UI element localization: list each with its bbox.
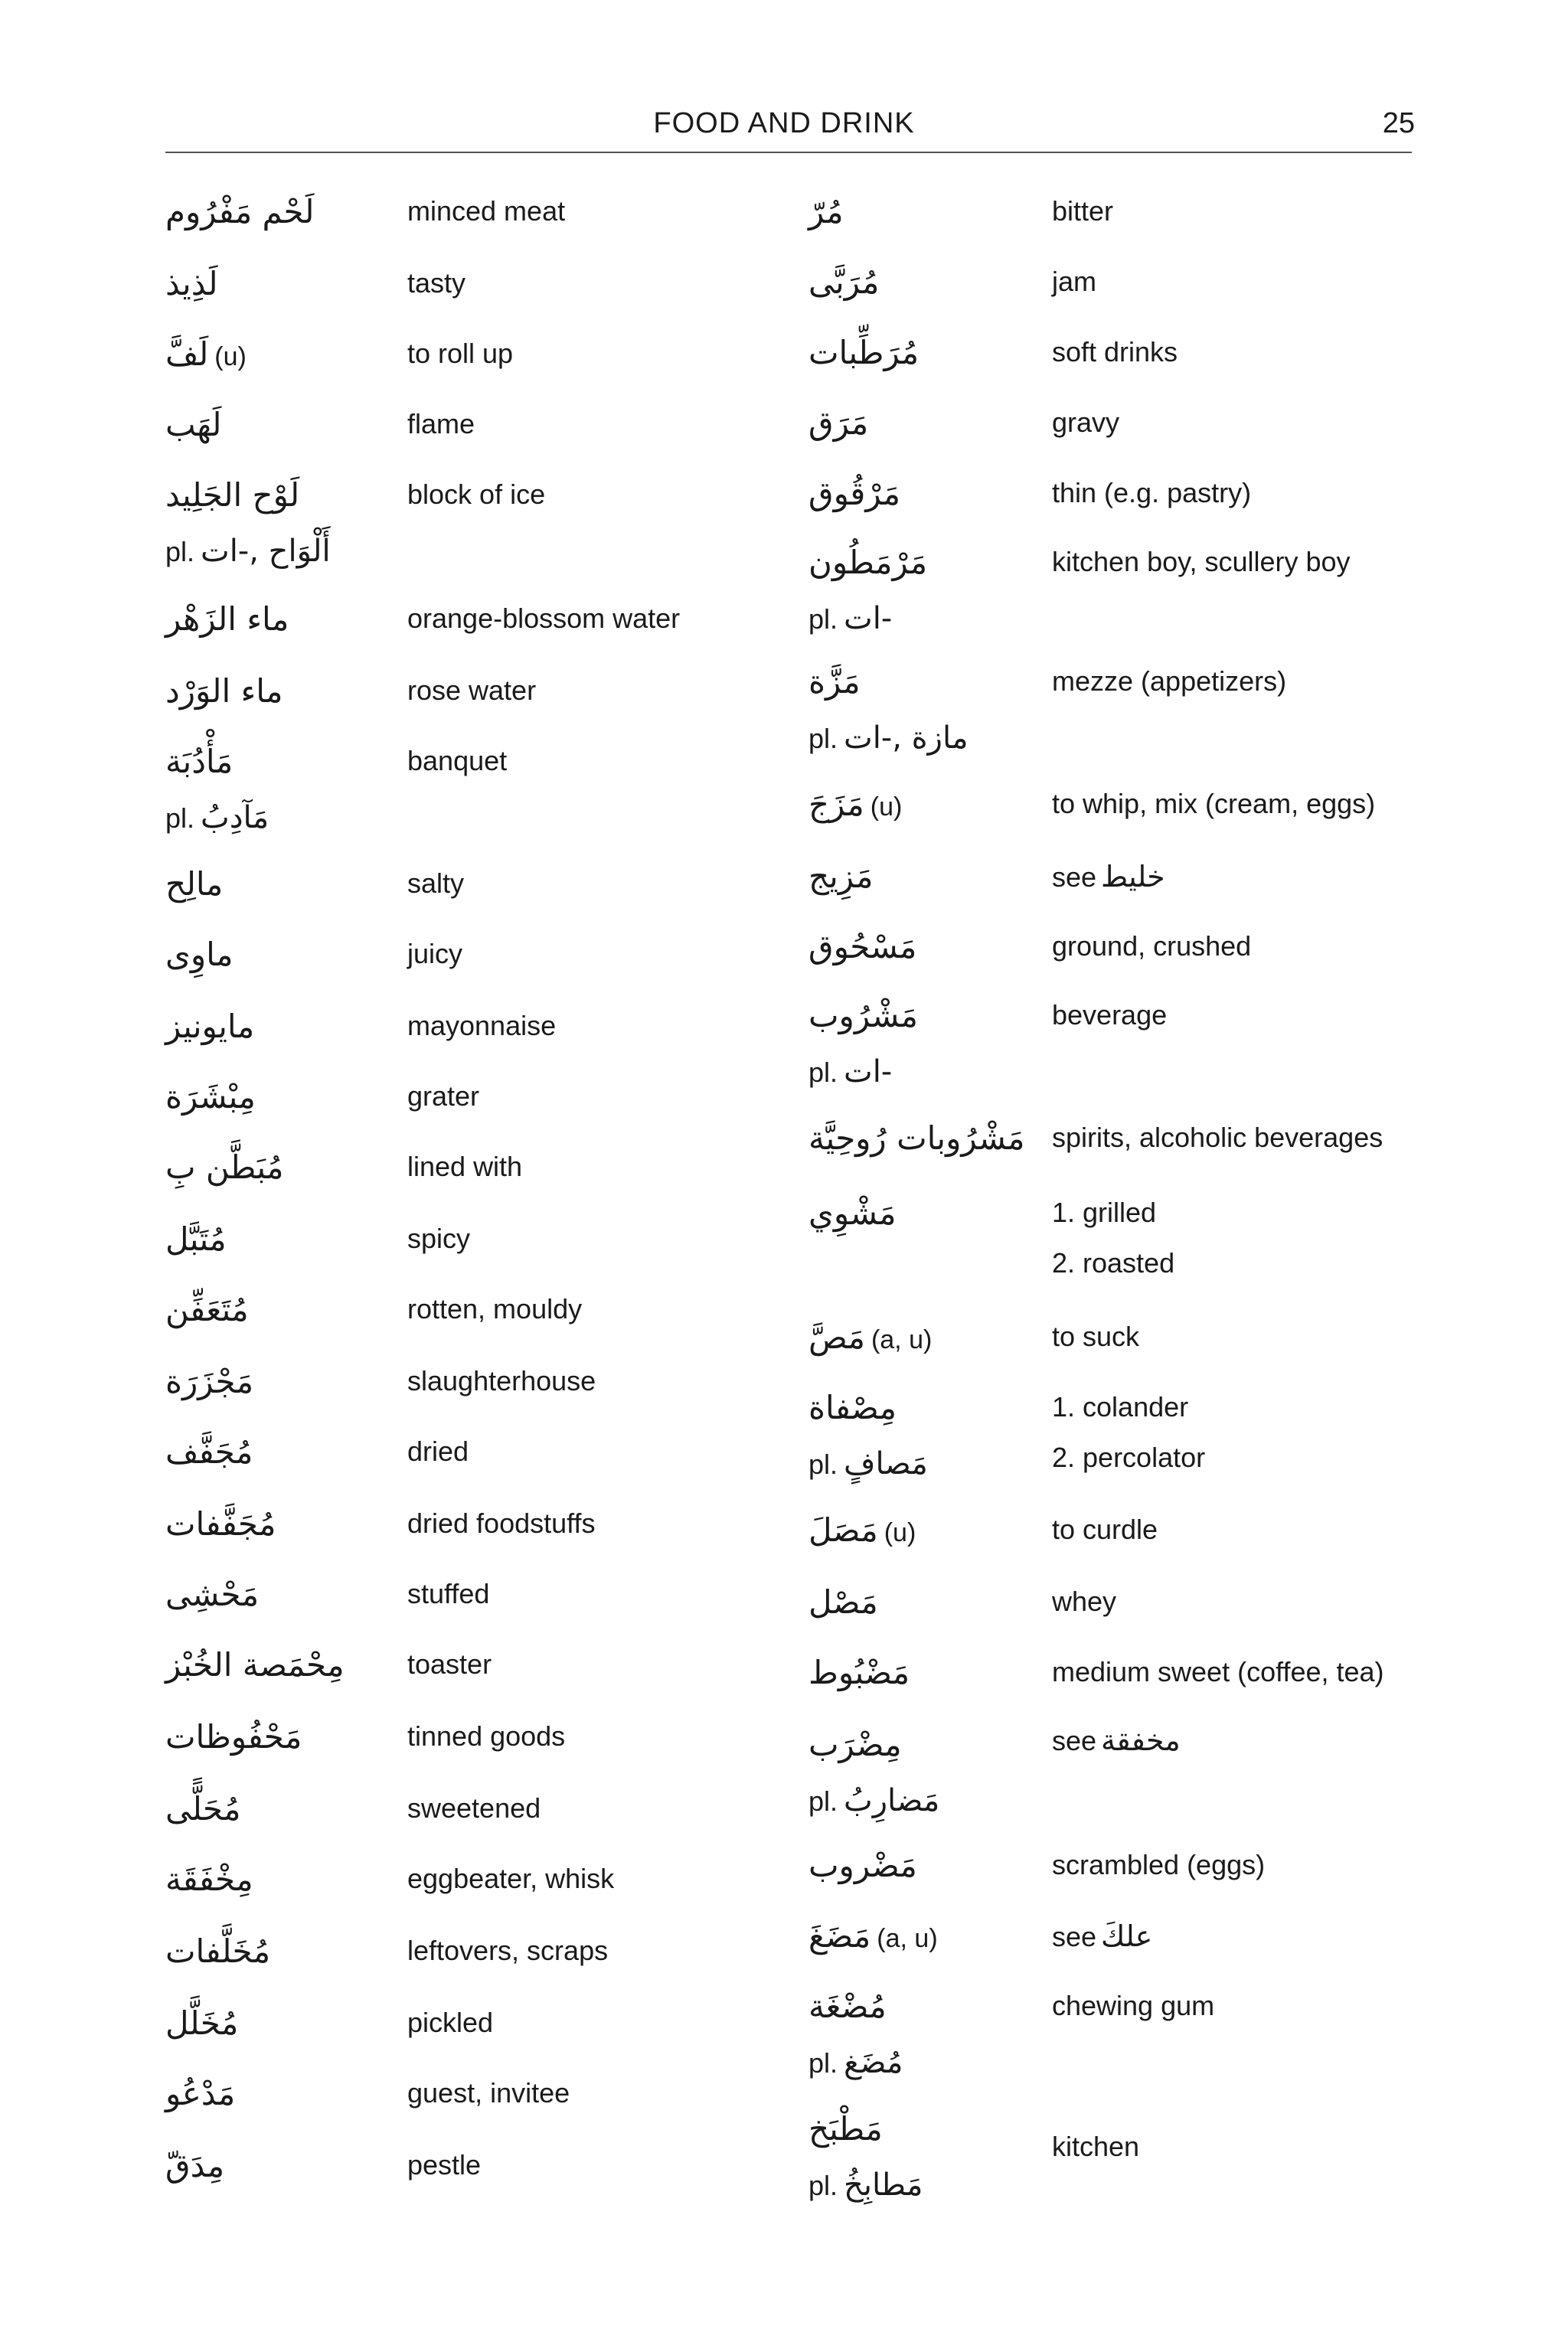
arabic-headword: مُضْغَة: [808, 1988, 887, 2025]
english-gloss: [1052, 1199, 1156, 1227]
gloss-text: rose water: [407, 675, 537, 706]
headword-line: [165, 406, 221, 443]
headword-line: [808, 997, 918, 1034]
headword-line: [808, 1917, 938, 1955]
plural-arabic: أَلْوَاح ,-ات: [201, 534, 331, 569]
gloss-text: scrambled (eggs): [1052, 1849, 1266, 1880]
english-gloss: [407, 1648, 492, 1680]
gloss-text: ground, crushed: [1052, 930, 1252, 962]
headword-line: [165, 936, 233, 973]
gloss-text: juicy: [407, 938, 463, 969]
english-gloss: [407, 1153, 522, 1181]
arabic-headword: مَدْعُو: [165, 2075, 236, 2112]
arabic-headword: مَضْبُوط: [808, 1654, 910, 1691]
headword-line: [165, 335, 247, 373]
headword-line: [165, 743, 233, 780]
arabic-headword: مَرْقُوق: [808, 475, 901, 512]
arabic-headword: لَفَّ: [165, 335, 209, 373]
headword-line: [165, 265, 218, 302]
gloss-text: slaughterhouse: [407, 1365, 596, 1396]
english-gloss: [1052, 268, 1096, 296]
arabic-headword: مُخَلَّل: [165, 2004, 239, 2042]
arabic-headword: مَصْل: [808, 1583, 878, 1621]
arabic-headword: ماء الزَهْر: [165, 600, 289, 638]
headword-line: [808, 858, 873, 895]
english-gloss: [407, 1295, 582, 1323]
headword-line: [808, 663, 861, 701]
gloss-text: pestle: [407, 2149, 482, 2180]
arabic-headword: مَضْروب: [808, 1847, 917, 1884]
grammar-note: (a, u): [871, 1325, 933, 1354]
headword-line: [165, 1363, 253, 1400]
english-gloss: [407, 410, 475, 438]
arabic-headword: مُحَلًّى: [165, 1790, 241, 1828]
english-gloss: [1052, 1919, 1153, 1953]
gloss-text: thin (e.g. pastry): [1052, 477, 1252, 508]
english-gloss: [407, 195, 566, 227]
english-gloss: [1052, 665, 1287, 697]
headword-line: [808, 334, 919, 371]
arabic-headword: لَذِيذ: [165, 265, 218, 302]
gloss-text: medium sweet (coffee, tea): [1052, 1656, 1384, 1687]
headword-line: [808, 1847, 917, 1884]
arabic-headword: مَضَغَ: [808, 1917, 871, 1955]
gloss-text: see: [1052, 861, 1097, 893]
english-gloss: [1052, 479, 1251, 507]
arabic-headword: مَجْزَرَة: [165, 1363, 254, 1400]
headword-line: [165, 1078, 256, 1116]
headword-line: [808, 1318, 932, 1356]
gloss-text: grater: [407, 1080, 480, 1112]
arabic-headword: ماء الوَرْد: [165, 672, 283, 710]
gloss-text: mayonnaise: [407, 1010, 557, 1041]
english-gloss: [407, 1510, 596, 1537]
gloss-text: to suck: [1052, 1321, 1140, 1352]
arabic-headword: مِصْفاة: [808, 1389, 897, 1426]
english-gloss: [407, 340, 513, 368]
headword-line: [808, 544, 927, 581]
headword-line: [165, 1291, 249, 1328]
plural-arabic: مَصافٍ: [844, 1446, 928, 1481]
headword-line: [165, 600, 289, 638]
gloss-text: toaster: [407, 1648, 492, 1680]
gloss-text: dried foodstuffs: [407, 1508, 596, 1539]
gloss-text: whey: [1052, 1586, 1117, 1617]
see-reference: خليط: [1101, 860, 1165, 893]
gloss-text: chewing gum: [1052, 1990, 1215, 2021]
english-gloss: [1052, 548, 1351, 576]
plural-arabic: مَضارِبُ: [844, 1783, 940, 1818]
gloss-text: spicy: [407, 1223, 471, 1254]
headword-line: [808, 263, 879, 301]
english-gloss: [407, 867, 465, 899]
headword-line: [165, 476, 299, 514]
arabic-headword: مَزَجَ: [808, 786, 864, 823]
headword-line: [808, 475, 900, 512]
english-gloss: [407, 1937, 608, 1965]
arabic-headword: مَشْرُوبات رُوحِيَّة: [808, 1119, 1025, 1157]
gloss-text: bitter: [1052, 195, 1114, 227]
gloss-text: mezze (appetizers): [1052, 665, 1287, 697]
page-header-title: FOOD AND DRINK: [653, 107, 915, 139]
plural-form: [808, 2047, 903, 2078]
english-gloss: [1052, 930, 1252, 962]
plural-form: [808, 720, 969, 756]
plural-form: [808, 1446, 928, 1481]
headword-line: [808, 1119, 1025, 1157]
arabic-headword: مُجَفَّفات: [165, 1505, 276, 1543]
english-gloss: [1052, 1992, 1214, 2020]
arabic-headword: مِبْشَرَة: [165, 1078, 256, 1116]
arabic-headword: لَوْح الجَلِيد: [165, 476, 300, 514]
english-gloss: [1052, 1723, 1181, 1757]
headword-line: [165, 672, 283, 710]
gloss-text: dried: [407, 1436, 469, 1467]
arabic-headword: مُرّ: [808, 193, 844, 230]
english-gloss: [407, 605, 680, 632]
arabic-headword: مِحْمَصة الخُبْز: [165, 1646, 345, 1684]
english-gloss: [1052, 1516, 1158, 1544]
headword-line: [808, 2110, 883, 2148]
english-gloss: [407, 1792, 541, 1824]
english-gloss: [407, 1865, 614, 1893]
gloss-text: see: [1052, 1725, 1097, 1756]
arabic-headword: مَزَّة: [808, 663, 861, 701]
gloss-text: guest, invitee: [407, 2077, 570, 2109]
grammar-note: (u): [870, 792, 903, 822]
plural-arabic: -ات: [844, 1054, 893, 1089]
headword-line: [165, 1433, 253, 1471]
arabic-headword: مُرَطِّبات: [808, 334, 920, 371]
arabic-headword: ماوِى: [165, 936, 234, 973]
english-gloss: [1052, 2133, 1139, 2161]
headword-line: [165, 1718, 302, 1756]
gloss-text: lined with: [407, 1151, 523, 1182]
gloss-text: stuffed: [407, 1578, 490, 1609]
arabic-headword: مِخْفَقَة: [165, 1860, 253, 1898]
english-gloss: [407, 940, 462, 968]
english-gloss: [407, 1225, 470, 1253]
headword-line: [165, 1008, 254, 1045]
plural-form: [165, 536, 331, 567]
english-gloss: [1052, 1588, 1116, 1615]
english-gloss: [1052, 1124, 1383, 1152]
plural-label: pl.: [808, 1057, 838, 1088]
english-gloss: [1052, 862, 1165, 891]
header-rule: [165, 152, 1412, 153]
english-gloss: [407, 2151, 481, 2179]
gloss-text: orange-blossom water: [407, 603, 681, 634]
headword-line: [808, 1726, 902, 1763]
grammar-note: (u): [214, 342, 247, 371]
plural-label: pl.: [808, 1449, 838, 1480]
english-gloss: [1052, 338, 1178, 366]
arabic-headword: مَرَق: [808, 404, 869, 442]
headword-line: [165, 1646, 345, 1684]
arabic-headword: مالِح: [165, 865, 224, 903]
grammar-note: (u): [884, 1518, 916, 1547]
plural-label: pl.: [808, 603, 838, 635]
plural-label: pl.: [808, 2047, 838, 2079]
english-gloss-secondary: 2. roasted: [1052, 1247, 1175, 1279]
gloss-text: gravy: [1052, 407, 1120, 438]
arabic-headword: مَصَّ: [808, 1318, 865, 1356]
headword-line: [808, 1389, 897, 1426]
arabic-headword: مَأْدُبَة: [165, 743, 234, 780]
english-gloss: [407, 1580, 489, 1608]
gloss-text: banquet: [407, 745, 508, 776]
arabic-headword: لَهَب: [165, 406, 222, 443]
gloss-text: rotten, mouldy: [407, 1293, 583, 1325]
grammar-note: (a, u): [877, 1924, 938, 1953]
plural-form: [808, 603, 892, 634]
arabic-headword: مَزِيج: [808, 858, 874, 895]
headword-line: [165, 1505, 276, 1543]
gloss-text: kitchen: [1052, 2131, 1140, 2162]
headword-line: [808, 193, 844, 230]
gloss-text: minced meat: [407, 195, 566, 227]
english-gloss: [407, 1012, 556, 1040]
headword-line: [165, 1860, 253, 1898]
arabic-headword: مُخَلَّفات: [165, 1932, 271, 1970]
english-gloss-secondary: 2. percolator: [1052, 1442, 1206, 1473]
arabic-headword: مَشْرُوب: [808, 997, 918, 1034]
arabic-headword: مُتَعَفِّن: [165, 1291, 249, 1328]
gloss-text: salty: [407, 867, 465, 899]
english-gloss: [407, 1438, 469, 1465]
plural-arabic: مُضَغ: [844, 2045, 903, 2080]
headword-line: [808, 1511, 916, 1549]
plural-arabic: -ات: [844, 601, 893, 636]
gloss-text: pickled: [407, 2007, 494, 2038]
english-gloss: [1052, 1001, 1167, 1029]
headword-line: [165, 2075, 235, 2112]
arabic-headword: لَحْم مَفْرُوم: [165, 193, 315, 230]
english-gloss: [1052, 1323, 1139, 1351]
gloss-text: see: [1052, 1921, 1097, 1952]
gloss-text: 1. colander: [1052, 1391, 1189, 1423]
headword-line: [808, 786, 902, 823]
plural-form: [808, 1785, 939, 1816]
headword-line: [165, 1220, 227, 1258]
headword-line: [165, 865, 223, 903]
plural-label: pl.: [808, 723, 838, 754]
english-gloss: [407, 1367, 596, 1395]
arabic-headword: مَحْفُوظات: [165, 1718, 302, 1756]
headword-line: [165, 193, 314, 230]
english-gloss: [1052, 790, 1375, 818]
plural-arabic: مَآدِبُ: [201, 800, 270, 835]
arabic-headword: مَرْمَطُون: [808, 544, 928, 581]
arabic-headword: مُرَبَّى: [808, 263, 880, 301]
arabic-headword: مَصَلَ: [808, 1511, 878, 1549]
english-gloss: [1052, 1393, 1188, 1421]
arabic-headword: مِضْرَب: [808, 1726, 902, 1763]
english-gloss: [407, 267, 466, 299]
arabic-headword: مُبَطَّن بِ: [165, 1148, 284, 1186]
see-reference: علكَ: [1101, 1919, 1153, 1953]
plural-label: pl.: [165, 802, 195, 834]
gloss-text: leftovers, scraps: [407, 1935, 609, 1966]
headword-line: [165, 1148, 284, 1186]
arabic-headword: مَطْبَخ: [808, 2110, 883, 2148]
gloss-text: beverage: [1052, 999, 1168, 1031]
gloss-text: flame: [407, 408, 475, 439]
gloss-text: sweetened: [407, 1792, 541, 1824]
gloss-text: eggbeater, whisk: [407, 1863, 615, 1894]
headword-line: [808, 1988, 887, 2025]
plural-arabic: مازة ,-ات: [844, 720, 969, 756]
gloss-text: kitchen boy, scullery boy: [1052, 546, 1351, 577]
english-gloss: [407, 1080, 480, 1112]
headword-line: [165, 2147, 224, 2184]
see-reference: مخفقة: [1101, 1723, 1181, 1757]
arabic-headword: مَشْوِي: [808, 1194, 897, 1232]
plural-form: [808, 2167, 923, 2203]
gloss-text: block of ice: [407, 479, 546, 510]
gloss-text: spirits, alcoholic beverages: [1052, 1122, 1383, 1153]
plural-form: [808, 1054, 893, 1089]
arabic-headword: مَسْحُوق: [808, 928, 917, 965]
headword-line: [165, 2004, 238, 2042]
plural-label: pl.: [165, 536, 195, 567]
gloss-text: tinned goods: [407, 1720, 566, 1752]
gloss-text: to whip, mix (cream, eggs): [1052, 788, 1376, 819]
english-gloss: [407, 481, 545, 508]
headword-line: [808, 928, 916, 965]
english-gloss: [1052, 1658, 1384, 1686]
gloss-text: soft drinks: [1052, 336, 1178, 368]
plural-form: [165, 802, 269, 833]
gloss-text: 1. grilled: [1052, 1197, 1157, 1228]
english-gloss: [407, 2009, 493, 2037]
headword-line: [808, 404, 868, 442]
page-number: 25: [1382, 107, 1415, 139]
gloss-text: jam: [1052, 266, 1097, 297]
english-gloss: [1052, 409, 1119, 436]
plural-label: pl.: [808, 2170, 838, 2201]
headword-line: [808, 1194, 897, 1232]
gloss-text: tasty: [407, 267, 466, 299]
gloss-text: to curdle: [1052, 1514, 1158, 1545]
english-gloss: [407, 2079, 570, 2107]
english-gloss: [407, 747, 507, 775]
arabic-headword: مايونيز: [165, 1008, 255, 1045]
arabic-headword: مُتَبَّل: [165, 1220, 227, 1258]
headword-line: [165, 1790, 241, 1828]
arabic-headword: مَحْشِى: [165, 1576, 260, 1613]
arabic-headword: مِدَقّ: [165, 2147, 225, 2184]
english-gloss: [1052, 1851, 1265, 1879]
english-gloss: [407, 1720, 566, 1752]
headword-line: [808, 1583, 878, 1621]
plural-label: pl.: [808, 1785, 838, 1817]
english-gloss: [1052, 195, 1114, 227]
headword-line: [165, 1576, 259, 1613]
headword-line: [808, 1654, 910, 1691]
english-gloss: [407, 677, 536, 704]
arabic-headword: مُجَفَّف: [165, 1433, 253, 1471]
headword-line: [165, 1932, 270, 1970]
plural-arabic: مَطابِخُ: [844, 2167, 923, 2203]
gloss-text: to roll up: [407, 338, 514, 369]
